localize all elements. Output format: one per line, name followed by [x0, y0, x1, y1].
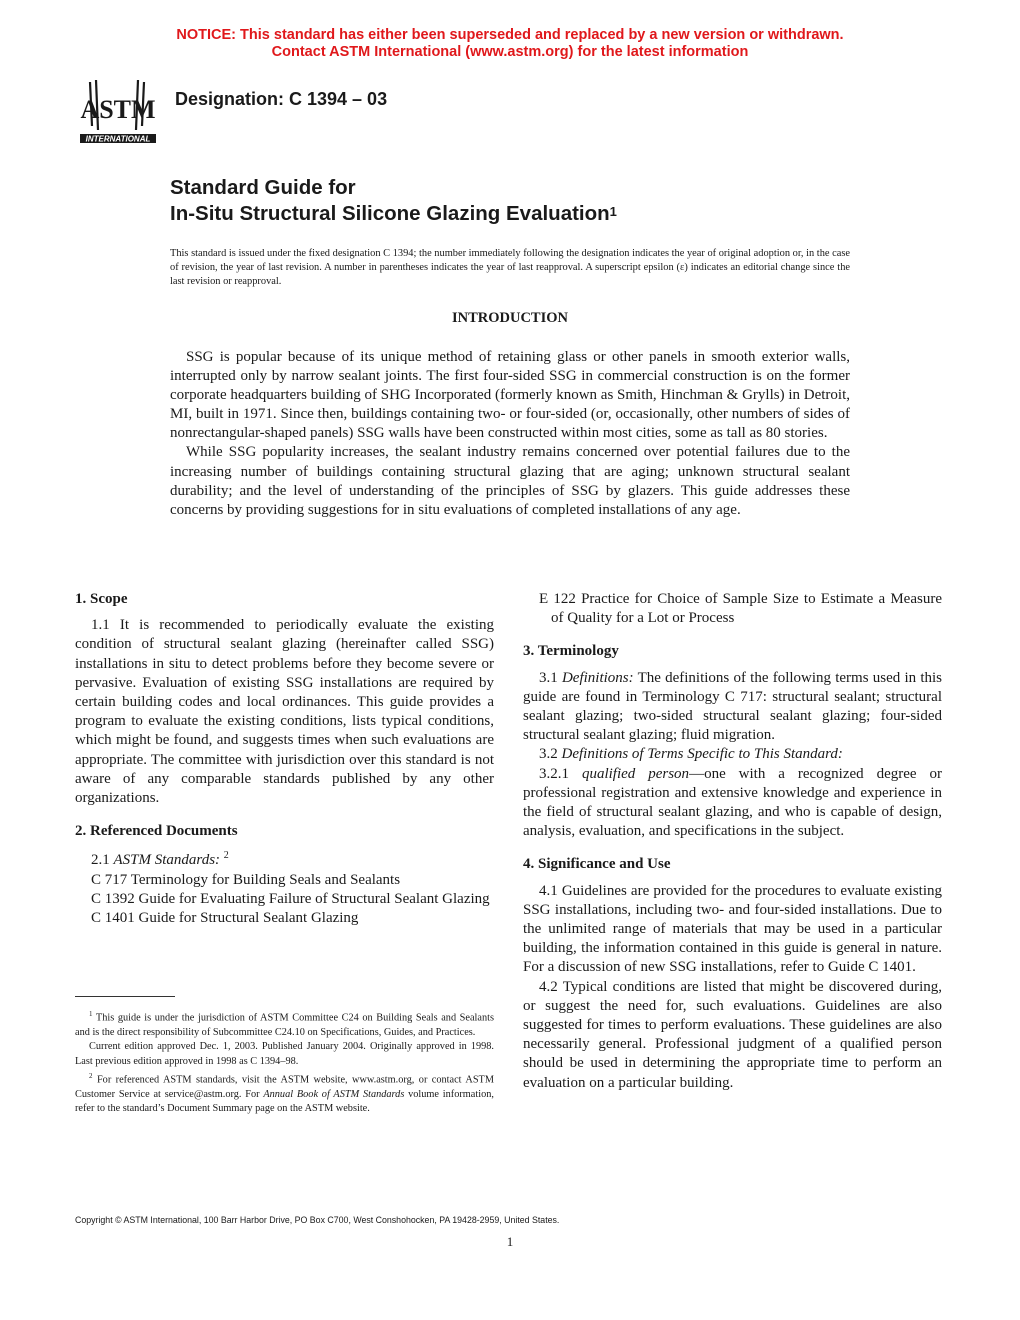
astm-standards-subhead [75, 846, 494, 870]
significance-heading: 4. Significance and Use [523, 856, 671, 873]
notice-line-2: Contact ASTM International (www.astm.org) for the latest information [271, 44, 749, 60]
footnotes [75, 1007, 494, 1117]
footnote-2-text: For referenced ASTM standards, visit the ASTM website, www.astm.org, or contact ASTM Customer Service at service@astm.org. For [75, 1074, 495, 1100]
definitions-label: Definitions: [561, 669, 634, 686]
footnote-divider [75, 996, 175, 997]
terminology-definitions [523, 669, 942, 746]
footnote-1-text: This guide is under the jurisdiction of ASTM Committee C24 on Building Seals and Sealants and is the direct responsibility of Subcommittee C24.10 on Specifications, Guides, and Practices. [75, 1012, 494, 1038]
subhead-number: 2.1 [91, 852, 110, 869]
footnote-2-number: 2 [89, 1072, 93, 1081]
introduction [170, 348, 850, 520]
footnote-1 [75, 1007, 494, 1040]
title-footnote-ref: 1 [609, 204, 617, 219]
astm-logo [78, 74, 158, 152]
qualified-person-number: 3.2.1 [539, 765, 569, 782]
reference-item: C 1392 Guide for Evaluating Failure of Structural Sealant Glazing [91, 890, 490, 907]
significance-paragraph-2: 4.2 Typical conditions are listed that might be discovered during, or suggest the need for, such evaluations. Guidelines are also suggested for times to perform evaluations. These guidelines are also necessarily general. Professional judgment of a qualified person should be used in determining the appropriate time to perform an evaluation on a particular building. [523, 978, 942, 1091]
qualified-person-term: qualified person [581, 765, 690, 782]
specific-label: Definitions of Terms Specific to This Standard: [561, 746, 843, 763]
significance-paragraph-1: 4.1 Guidelines are provided for the procedures to evaluate existing SSG installations, including two- and four-sided installations. Due to the unlimited range of materials that may be used in a particular building, the information contained in this guide is general in nature. For a discussion of new SSG installations, refer to Guide C 1401. [523, 882, 942, 976]
right-column [523, 590, 942, 1093]
copyright-line: Copyright © ASTM International, 100 Barr Harbor Drive, PO Box C700, West Conshohocken, PA 19428-2959, United States. [75, 1215, 560, 1225]
footnote-2-italic: Annual Book of ASTM Standards [263, 1088, 405, 1100]
intro-paragraph-1: SSG is popular because of its unique method of retaining glass or other panels in smooth exterior walls, interrupted only by narrow sealant joints. The first four-sided SSG in commercial construction is on the former corporate headquarters building of SHG Incorporated (formerly known as Smith, Hinchman & Grylls) in Detroit, MI, built in 1971. Since then, buildings containing two- or four-sided (or, occasionally, other numbers of sides of nonrectangular-shaped panels) SSG walls have been constructed within most cities, some as tall as 80 stories. [170, 349, 850, 442]
qualified-person-text: —one with a recognized degree or professional registration and extensive knowledge and experience in the field of structural sealant glazing, and who is capable of design, analysis, evaluation, and specifications in the subject. [523, 765, 943, 840]
scope-heading: 1. Scope [75, 591, 128, 607]
definitions-number: 3.1 [539, 669, 558, 686]
footnote-1-edition: Current edition approved Dec. 1, 2003. Published January 2004. Originally approved in 1998. Last previous edition approved in 1998 as C 1394–98. [75, 1041, 494, 1067]
footnote-2-text-end: volume information, refer to the standard’s Document Summary page on the ASTM website. [75, 1088, 494, 1115]
terminology-heading: 3. Terminology [523, 643, 619, 660]
left-column [75, 590, 494, 928]
terminology-specific [523, 745, 942, 764]
title-line-2: In-Situ Structural Silicone Glazing Evaluation [170, 202, 610, 225]
introduction-heading: INTRODUCTION [451, 310, 568, 326]
footnote-2 [75, 1069, 494, 1117]
subhead-label: ASTM Standards: [113, 852, 221, 869]
title-line-1: Standard Guide for [170, 176, 356, 199]
page-number: 1 [506, 1234, 514, 1249]
issuance-statement: This standard is issued under the fixed designation C 1394; the number immediately following the designation indicates the year of original adoption or, in the case of revision, the year of last revision. A number in parentheses indicates the year of last reapproval. A superscript epsilon (ε) indicates an editorial change since the last revision or reapproval. [170, 248, 850, 287]
referenced-documents-heading: 2. Referenced Documents [75, 823, 238, 840]
logo-caption: INTERNATIONAL [85, 134, 151, 144]
reference-item: C 1401 Guide for Structural Sealant Glazing [91, 910, 359, 927]
subhead-footnote-ref: 2 [223, 850, 229, 862]
reference-item: E 122 Practice for Choice of Sample Size to Estimate a Measure of Quality for a Lot or Process [539, 591, 942, 627]
qualified-person-definition [523, 765, 942, 842]
withdrawal-notice [0, 27, 1020, 61]
intro-paragraph-2: While SSG popularity increases, the sealant industry remains concerned over potential failures due to the increasing number of buildings containing structural glazing that are aging; unknown structural sealant durability; and the level of understanding of the principles of SSG by glazers. This guide addresses these concerns by providing suggestions for in situ evaluations of completed installations of any age. [170, 444, 850, 518]
notice-line-1: NOTICE: This standard has either been superseded and replaced by a new version or withdrawn. [176, 27, 844, 43]
reference-item: C 717 Terminology for Building Seals and Sealants [91, 871, 401, 888]
definitions-text: The definitions of the following terms used in this guide are found in Terminology C 717: structural sealant; structural sealant glazing; two-sided structural sealant glazing; four-sided structural sealant glazing; fluid migration. [523, 669, 943, 744]
specific-number: 3.2 [539, 746, 558, 763]
footnote-1-number: 1 [89, 1010, 93, 1018]
logo-letters: ASTM [80, 95, 156, 124]
designation: Designation: C 1394 – 03 [175, 89, 388, 109]
document-title [170, 175, 617, 227]
scope-paragraph: 1.1 It is recommended to periodically evaluate the existing condition of structural sealant glazing (hereinafter called SSG) installations in situ to detect problems before they become severe or pervasive. Evaluation of existing SSG installations are required by certain building codes and local ordinances. This guide provides a program to evaluate the existing conditions, lists typical conditions, which might be found, and suggests times when such evaluations are appropriate. The committee with jurisdiction over this standard is not aware of any comparable standards published by any other organizations. [75, 617, 494, 807]
